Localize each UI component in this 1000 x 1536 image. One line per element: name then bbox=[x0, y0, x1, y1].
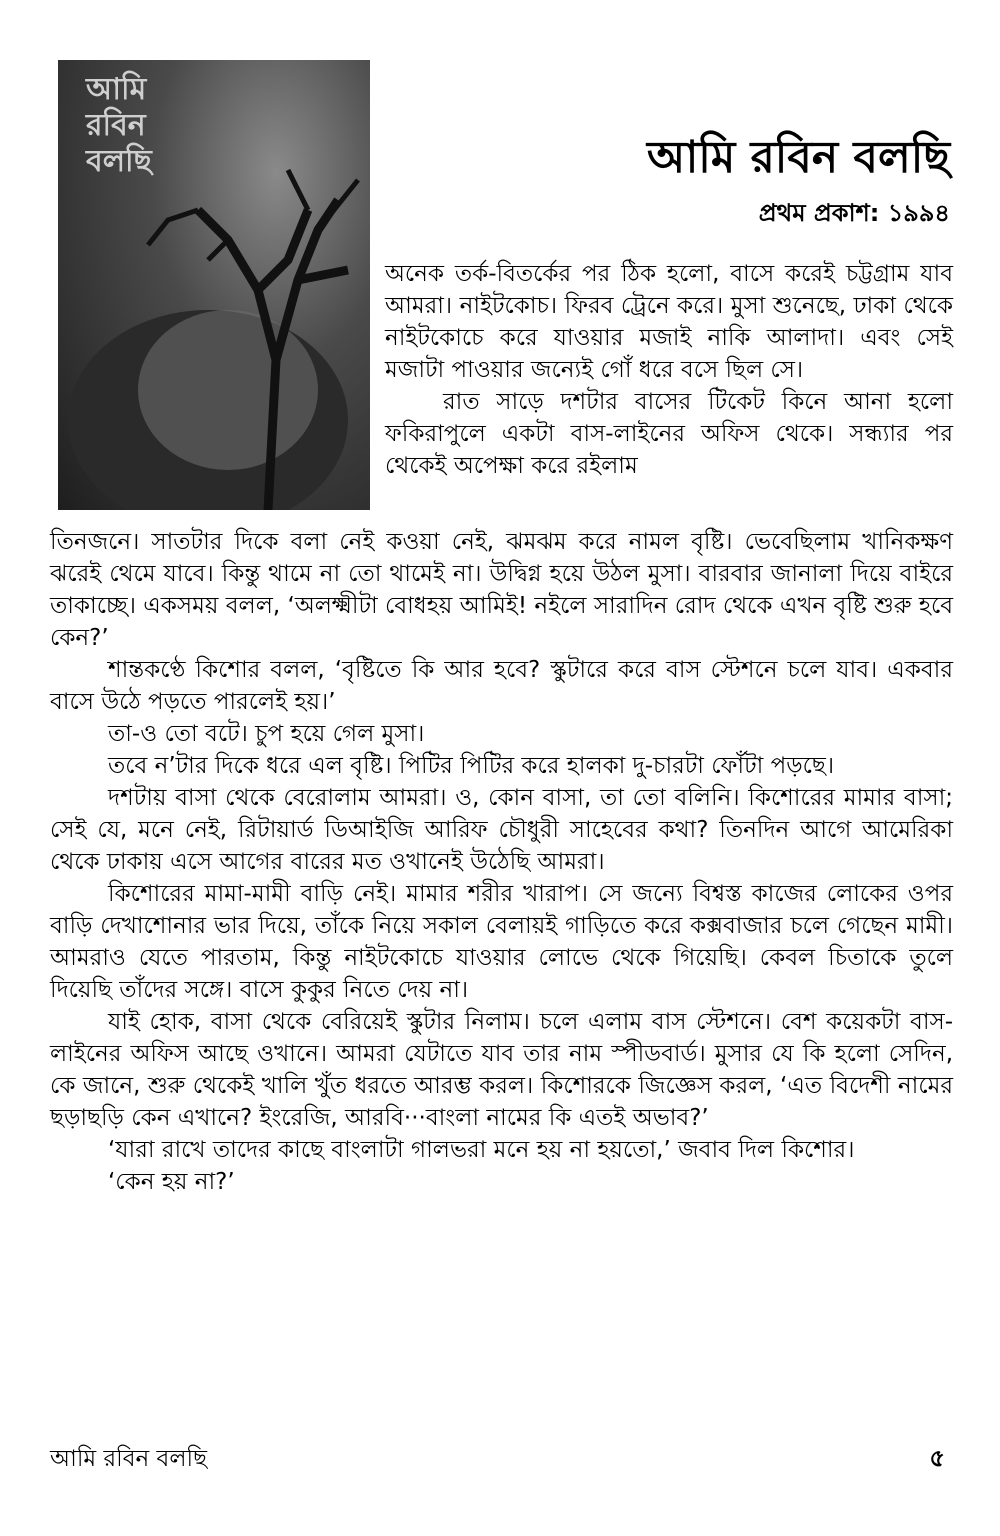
paragraph: দশটায় বাসা থেকে বেরোলাম আমরা। ও, কোন বাসা, তা তো বলিনি। কিশোরের মামার বাসা; সেই যে, মনে নেই, রিটায়ার্ড ডিআইজি আরিফ চৌধুরী সাহেবের কথা? তিনদিন আগে আমেরিকা থেকে ঢাকায় এসে আগের বারের মত ওখানেই উঠেছি আমরা। bbox=[50, 785, 953, 875]
paragraph: তিনজনে। সাতটার দিকে বলা নেই কওয়া নেই, ঝমঝম করে নামল বৃষ্টি। ভেবেছিলাম খানিকক্ষণ ঝরেই থেমে যাবে। কিন্তু থামে না তো থামেই না। উদ্বিগ্ন হয়ে উঠল মুসা। বারবার জানালা দিয়ে বাইরে তাকাচ্ছে। একসময় বলল, ‘অলক্ষ্মীটা বোধহয় আমিই! নইলে সারাদিন রোদ থেকে এখন বৃষ্টি শুরু হবে কেন?’ bbox=[50, 529, 953, 651]
cover-title-art: আমি রবিন বলছি bbox=[86, 72, 152, 179]
paragraph: শান্তকণ্ঠে কিশোর বলল, ‘বৃষ্টিতে কি আর হবে? স্কুটারে করে বাস স্টেশনে চলে যাব। একবার বাসে উঠে পড়তে পারলেই হয়।’ bbox=[50, 657, 953, 715]
paragraph: ‘কেন হয় না?’ bbox=[108, 1169, 235, 1195]
main-text-body bbox=[50, 526, 953, 1198]
paragraph: ‘যারা রাখে তাদের কাছে বাংলাটা গালভরা মনে হয় না হয়তো,’ জবাব দিল কিশোর। bbox=[108, 1137, 855, 1163]
paragraph: তা-ও তো বটে। চুপ হয়ে গেল মুসা। bbox=[108, 721, 425, 747]
book-title: আমি রবিন বলছি bbox=[646, 132, 950, 183]
running-footer-title: আমি রবিন বলছি bbox=[50, 1446, 208, 1472]
paragraph: তবে ন’টার দিকে ধরে এল বৃষ্টি। পিটির পিটির করে হালকা দু-চারটা ফোঁটা পড়ছে। bbox=[108, 753, 835, 779]
paragraph: রাত সাড়ে দশটার বাসের টিকেট কিনে আনা হলো ফকিরাপুলে একটা বাস-লাইনের অফিস থেকে। সন্ধ্যার পর থেকেই অপেক্ষা করে রইলাম bbox=[385, 389, 953, 479]
paragraph: কিশোরের মামা-মামী বাড়ি নেই। মামার শরীর খারাপ। সে জন্যে বিশ্বস্ত কাজের লোকের ওপর বাড়ি দেখাশোনার ভার দিয়ে, তাঁকে নিয়ে সকাল বেলায়ই গাড়িতে করে কক্সবাজার চলে গেছেন মামী। আমরাও যেতে পারতাম, কিন্তু নাইটকোচে যাওয়ার লোভে থেকে গিয়েছি। কেবল চিতাকে তুলে দিয়েছি তাঁদের সঙ্গে। বাসে কুকুর নিতে দেয় না। bbox=[50, 881, 953, 1003]
first-publication-note: প্রথম প্রকাশ: ১৯৯৪ bbox=[758, 199, 950, 227]
paragraph: অনেক তর্ক-বিতর্কের পর ঠিক হলো, বাসে করেই চট্টগ্রাম যাব আমরা। নাইটকোচ। ফিরব ট্রেনে করে। মুসা শুনেছে, ঢাকা থেকে নাইটকোচে করে যাওয়ার মজাই নাকি আলাদা। এবং সেই মজাটা পাওয়ার জন্যেই গোঁ ধরে বসে ছিল সে। bbox=[385, 261, 953, 383]
book-cover-image bbox=[58, 60, 370, 510]
page-number: ৫ bbox=[929, 1444, 945, 1472]
paragraph: যাই হোক, বাসা থেকে বেরিয়েই স্কুটার নিলাম। চলে এলাম বাস স্টেশনে। বেশ কয়েকটা বাস-লাইনের অফিস আছে ওখানে। আমরা যেটাতে যাব তার নাম স্পীডবার্ড। মুসার যে কি হলো সেদিন, কে জানে, শুরু থেকেই খালি খুঁত ধরতে আরম্ভ করল। কিশোরকে জিজ্ঞেস করল, ‘এত বিদেশী নামের ছড়াছড়ি কেন এখানে? ইংরেজি, আরবি···বাংলা নামের কি এতই অভাব?’ bbox=[50, 1009, 953, 1131]
opening-text-column bbox=[385, 258, 953, 482]
